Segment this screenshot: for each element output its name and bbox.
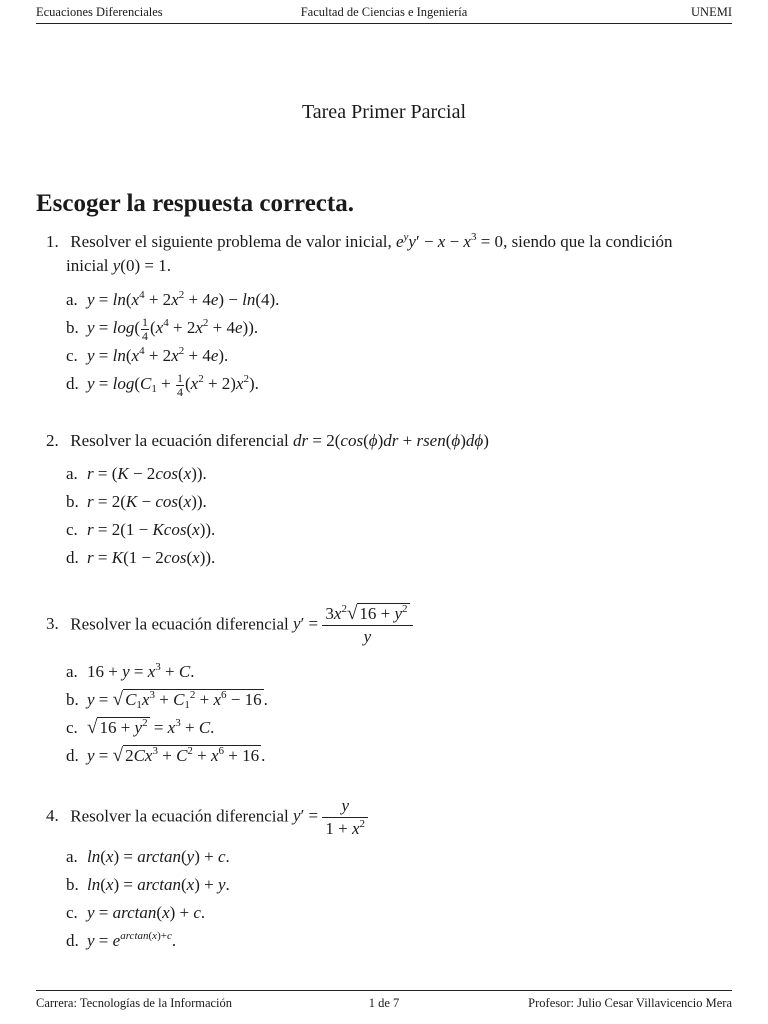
option: a. $16 + y = x^3 + C$. bbox=[66, 658, 268, 686]
option: b. r = 2(K − cos(x)). bbox=[66, 488, 215, 516]
option: b. y = log( $\frac{1}{4}$ $(x^4 + 2x^2 + 4e)$). bbox=[66, 314, 259, 343]
option-label: c. bbox=[66, 346, 78, 365]
option-label: a. bbox=[66, 464, 78, 483]
option-label: d. bbox=[66, 931, 79, 950]
options-2 bbox=[66, 460, 215, 572]
option: a. $y = \ln(x^4 + 2x^2 + 4e) - \ln(4)$. bbox=[66, 286, 279, 314]
section-title: Escoger la respuesta correcta. bbox=[36, 190, 354, 217]
question-text: Resolver la ecuación diferencial bbox=[70, 806, 289, 826]
option: b. ln(x) = arctan(x) + y. bbox=[66, 871, 230, 899]
page-footer bbox=[36, 996, 732, 1014]
question-number: 3. bbox=[46, 614, 59, 634]
equation: y′ = $\frac{y}{1 + x^2}$ bbox=[293, 806, 368, 825]
page-header bbox=[36, 5, 732, 23]
option: a. r = (K − 2cos(x)). bbox=[66, 460, 215, 488]
equation: y′ = $\frac{3x^2√ 16 + y^2}{y}$ bbox=[293, 614, 412, 633]
question-number: 2. bbox=[46, 431, 59, 450]
question-text: Resolver la ecuación diferencial bbox=[70, 614, 289, 634]
option-label: d. bbox=[66, 374, 79, 393]
question-number: 4. bbox=[46, 806, 59, 826]
page-number: 1 de 7 bbox=[368, 996, 400, 1010]
footer-professor: Profesor: Julio Cesar Villavicencio Mera bbox=[528, 996, 732, 1010]
question-1 bbox=[46, 230, 673, 278]
options-3 bbox=[66, 658, 268, 770]
header-university: UNEMI bbox=[691, 5, 732, 19]
question-text: , siendo que la condición bbox=[503, 232, 673, 251]
question-3 bbox=[46, 603, 413, 648]
equation: $e^yy' - x - x^3 = 0$ bbox=[395, 231, 504, 251]
option: d. y = √ $2Cx^3 + C^2 + x^6 + 16$ . bbox=[66, 742, 268, 770]
option-label: c. bbox=[66, 718, 78, 737]
option-label: b. bbox=[66, 875, 79, 894]
equation: dr = 2(cos(ϕ)dr + rsen(ϕ)dϕ) bbox=[293, 431, 489, 450]
footer-rule bbox=[36, 990, 732, 991]
option-label: a. bbox=[66, 847, 78, 866]
option-label: a. bbox=[66, 662, 78, 681]
question-text: Resolver la ecuación diferencial bbox=[70, 431, 289, 450]
question-2 bbox=[46, 429, 489, 453]
options-4 bbox=[66, 843, 230, 955]
option-label: a. bbox=[66, 290, 78, 309]
question-text: Resolver el siguiente problema de valor inicial, bbox=[70, 232, 392, 251]
options-1 bbox=[66, 286, 279, 398]
option: c. y = arctan(x) + c. bbox=[66, 899, 230, 927]
option-label: d. bbox=[66, 746, 79, 765]
option: d. r = K(1 − 2cos(x)). bbox=[66, 544, 215, 572]
header-faculty: Facultad de Ciencias e Ingeniería bbox=[300, 5, 468, 19]
question-text: . bbox=[166, 256, 171, 275]
option-label: d. bbox=[66, 548, 79, 567]
option: d. $y = \log(C_1$ + $\frac{1}{4}$ $(x^2 + 2)x^2$). bbox=[66, 370, 259, 399]
option-label: b. bbox=[66, 690, 79, 709]
option: c. √ $16 + y^2 = x^3 + C$. bbox=[66, 714, 268, 742]
header-course: Ecuaciones Diferenciales bbox=[36, 5, 163, 19]
option: a. ln(x) = arctan(y) + c. bbox=[66, 843, 230, 871]
footer-program: Carrera: Tecnologías de la Información bbox=[36, 996, 233, 1010]
document-title: Tarea Primer Parcial bbox=[301, 101, 467, 123]
option: c. r = 2(1 − Kcos(x)). bbox=[66, 516, 215, 544]
option-label: c. bbox=[66, 903, 78, 922]
equation: y(0) = 1 bbox=[112, 256, 167, 275]
option-label: b. bbox=[66, 318, 79, 337]
question-4 bbox=[46, 795, 368, 840]
option: d. $y = e^{arctan(x)+c}$. bbox=[66, 927, 230, 955]
option: b. y = √ $C_1x^3 + C_1^2 + x^6 - 16$ . bbox=[66, 686, 268, 714]
header-rule bbox=[36, 23, 732, 24]
option-label: b. bbox=[66, 492, 79, 511]
option: c. $y = \ln(x^4 + 2x^2 + 4e)$. bbox=[66, 342, 279, 370]
option-label: c. bbox=[66, 520, 78, 539]
question-number: 1. bbox=[46, 232, 59, 251]
question-text: inicial bbox=[66, 256, 109, 275]
